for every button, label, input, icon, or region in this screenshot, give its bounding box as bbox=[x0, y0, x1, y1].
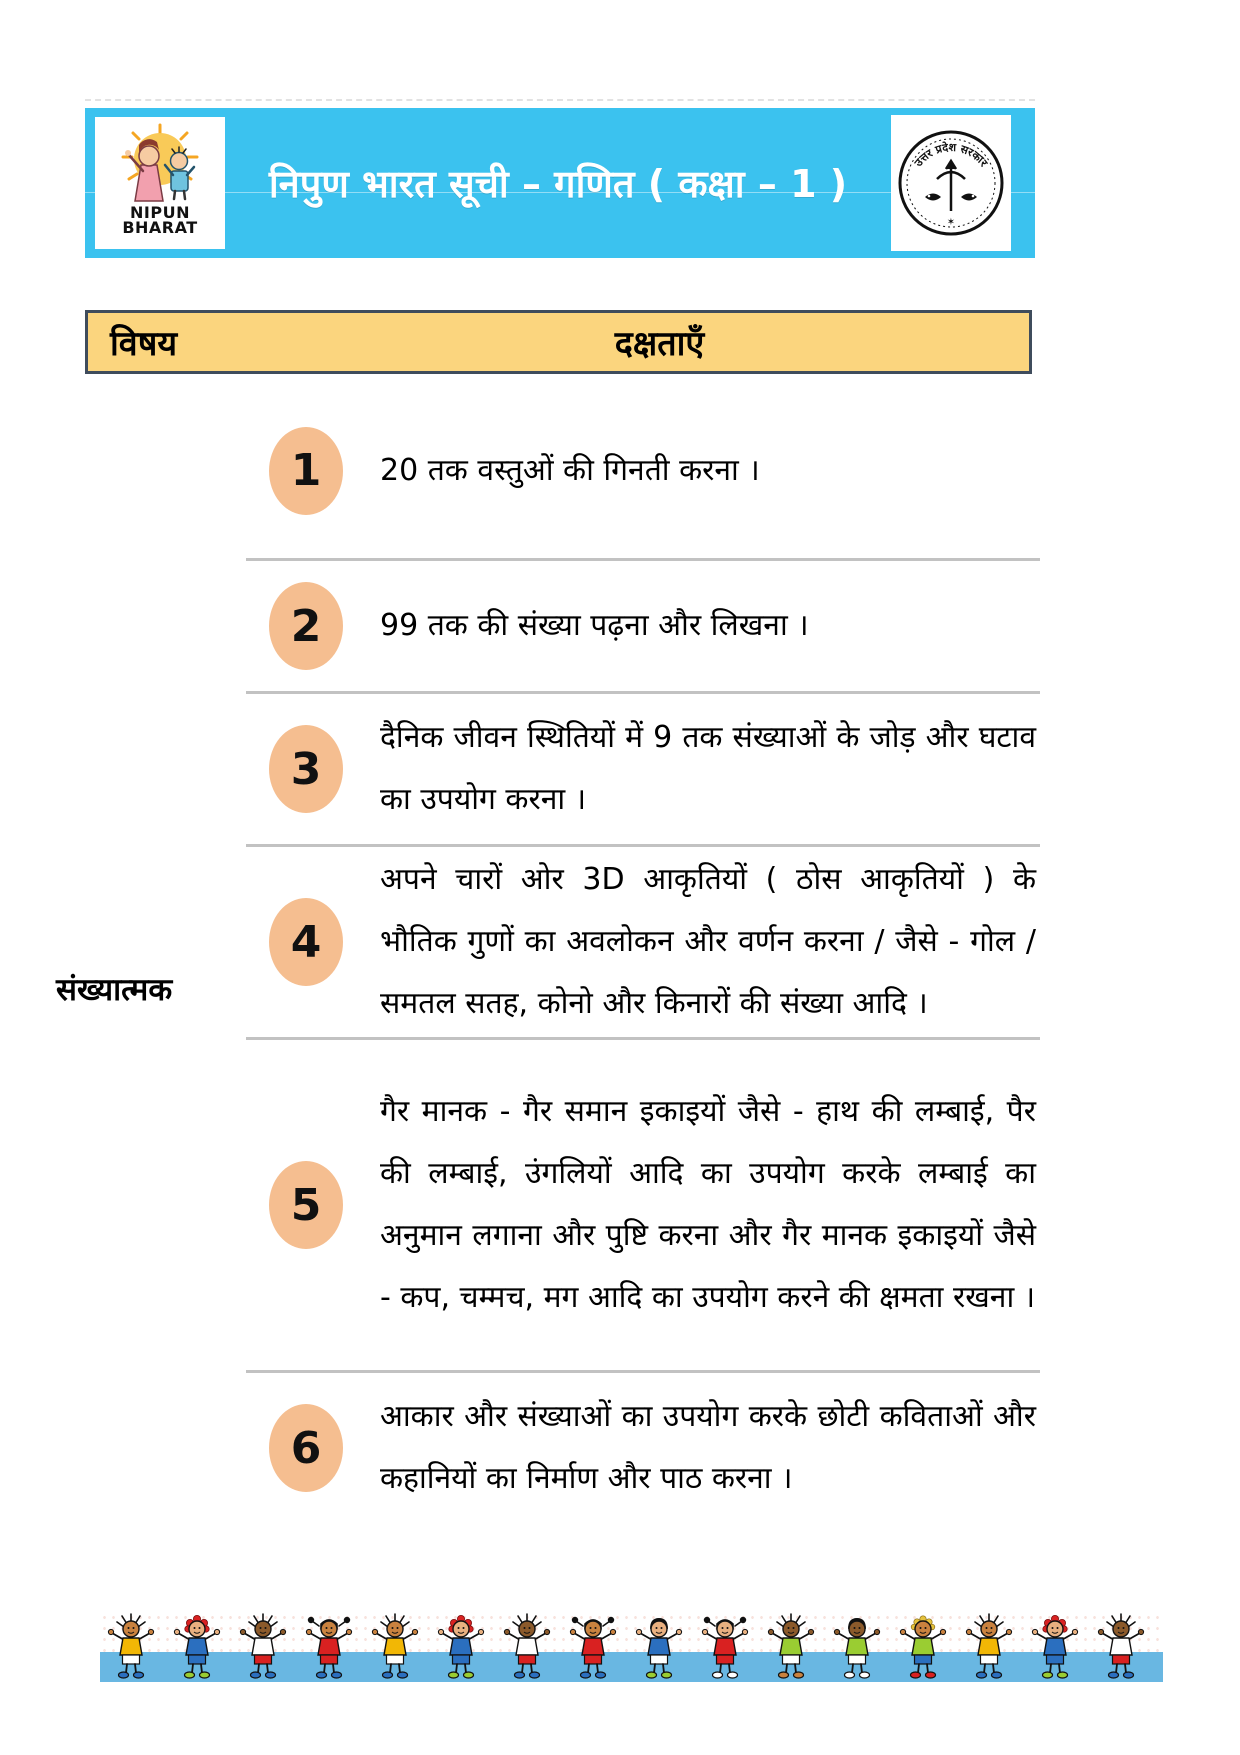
item-number-badge: 4 bbox=[269, 898, 343, 986]
competency-text: 99 तक की संख्या पढ़ना और लिखना । bbox=[380, 608, 809, 643]
item-number-badge: 6 bbox=[269, 1404, 343, 1492]
seal-label: उत्तर प्रदेश सरकार bbox=[911, 140, 991, 170]
column-header-competencies: दक्षताएँ bbox=[614, 324, 705, 364]
item-number-column bbox=[232, 427, 380, 515]
svg-text:✶: ✶ bbox=[946, 217, 956, 228]
competency-list bbox=[232, 383, 1040, 1523]
page-title: निपुण भारत सूची – गणित ( कक्षा – 1 ) bbox=[268, 162, 848, 206]
nipun-bharat-logo bbox=[95, 117, 225, 249]
item-number-column bbox=[232, 725, 380, 813]
logo-line-1: NIPUN bbox=[130, 203, 190, 222]
competency-item-2 bbox=[232, 561, 1040, 691]
up-govt-seal bbox=[891, 115, 1011, 251]
header-band bbox=[85, 108, 1035, 258]
item-number-badge: 2 bbox=[269, 582, 343, 670]
table-header-row bbox=[85, 310, 1032, 374]
item-number-column bbox=[232, 898, 380, 986]
scan-artifact-line bbox=[85, 99, 1035, 101]
item-number-column bbox=[232, 1161, 380, 1249]
item-number-badge: 1 bbox=[269, 427, 343, 515]
item-number-column bbox=[232, 1404, 380, 1492]
competency-item-6 bbox=[232, 1373, 1040, 1523]
nipun-bharat-logo-text bbox=[122, 205, 197, 235]
competency-text: आकार और संख्याओं का उपयोग करके छोटी कविताओं और कहानियों का निर्माण और पाठ करना । bbox=[380, 1399, 1036, 1496]
column-header-subject: विषय bbox=[110, 324, 178, 364]
competency-text: दैनिक जीवन स्थितियों में 9 तक संख्याओं के जोड़ और घटाव का उपयोग करना । bbox=[380, 720, 1036, 817]
subject-label: संख्यात्मक bbox=[56, 972, 173, 1008]
competency-item-3 bbox=[232, 694, 1040, 844]
item-number-column bbox=[232, 582, 380, 670]
item-number-badge: 3 bbox=[269, 725, 343, 813]
item-number-badge: 5 bbox=[269, 1161, 343, 1249]
competency-item-1 bbox=[232, 383, 1040, 558]
children-sun-icon bbox=[99, 119, 221, 205]
competency-text: 20 तक वस्तुओं की गिनती करना । bbox=[380, 452, 760, 488]
logo-line-2: BHARAT bbox=[122, 218, 198, 237]
competency-item-5 bbox=[232, 1040, 1040, 1370]
children-row-icon bbox=[100, 1612, 1163, 1682]
competency-item-4 bbox=[232, 847, 1040, 1037]
children-illustration bbox=[100, 1612, 1163, 1682]
competency-text: अपने चारों ओर 3D आकृतियों ( ठोस आकृतियों ) के भौतिक गुणों का अवलोकन और वर्णन करना / जैसे - गोल / समतल सतह, कोनो और किनारों की संख्या आदि । bbox=[380, 862, 1036, 1021]
up-govt-seal-icon bbox=[895, 119, 1007, 247]
competency-text: गैर मानक - गैर समान इकाइयों जैसे - हाथ की लम्बाई, पैर की लम्बाई, उंगलियों आदि का उपयोग करके लम्बाई का अनुमान लगाना और पुष्टि करना और गैर मानक इकाइयों जैसे - कप, चम्मच, मग आदि का उपयोग करने की क्षमता रखना । bbox=[380, 1094, 1036, 1315]
